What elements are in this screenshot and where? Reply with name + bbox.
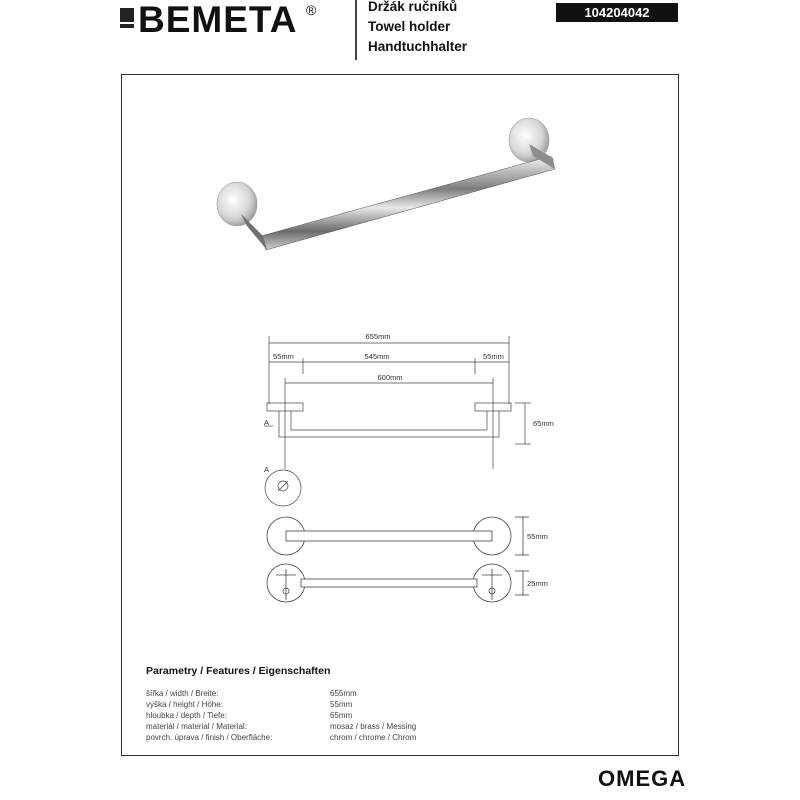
param-value-height: 55mm	[330, 700, 353, 709]
product-photo	[217, 118, 555, 250]
detail-marker-label: A	[264, 465, 270, 474]
registered-mark: ®	[306, 2, 317, 18]
param-value-finish: chrom / chrome / Chrom	[330, 733, 417, 742]
side-view	[267, 564, 529, 602]
param-value-material: mosaz / brass / Messing	[330, 722, 417, 731]
logo-bar	[120, 24, 134, 28]
header-divider	[355, 0, 357, 60]
dim-centers: 600mm	[377, 373, 403, 382]
detail-marker-front: A	[264, 418, 270, 427]
param-label-finish: povrch. úprava / finish / Oberfläche:	[146, 733, 273, 742]
dim-rosette: 25mm	[527, 579, 548, 588]
dim-left-margin: 55mm	[273, 352, 294, 361]
title-en: Towel holder	[368, 19, 451, 34]
brand-logo: BEMETA	[138, 0, 298, 40]
parameters-heading: Parametry / Features / Eigenschaften	[146, 665, 331, 677]
series-name: OMEGA	[598, 766, 687, 791]
detail-view	[265, 470, 301, 506]
param-label-material: materiál / material / Material:	[146, 722, 247, 731]
product-code: 104204042	[556, 3, 678, 22]
logo-mark	[120, 8, 134, 22]
dim-right-margin: 55mm	[483, 352, 504, 361]
param-label-height: výška / height / Höhe:	[146, 700, 223, 709]
dim-total: 655mm	[365, 332, 391, 341]
title-cz: Držák ručníků	[368, 0, 458, 14]
param-label-depth: hloubka / depth / Tiefe:	[146, 711, 227, 720]
dim-height: 55mm	[527, 532, 548, 541]
param-value-depth: 65mm	[330, 711, 353, 720]
dim-depth: 65mm	[533, 419, 554, 428]
param-label-width: šířka / width / Breite:	[146, 689, 219, 698]
title-de: Handtuchhalter	[368, 39, 468, 54]
product-drawing	[121, 74, 679, 654]
top-view	[267, 517, 529, 555]
param-value-width: 655mm	[330, 689, 357, 698]
dim-middle: 545mm	[364, 352, 390, 361]
